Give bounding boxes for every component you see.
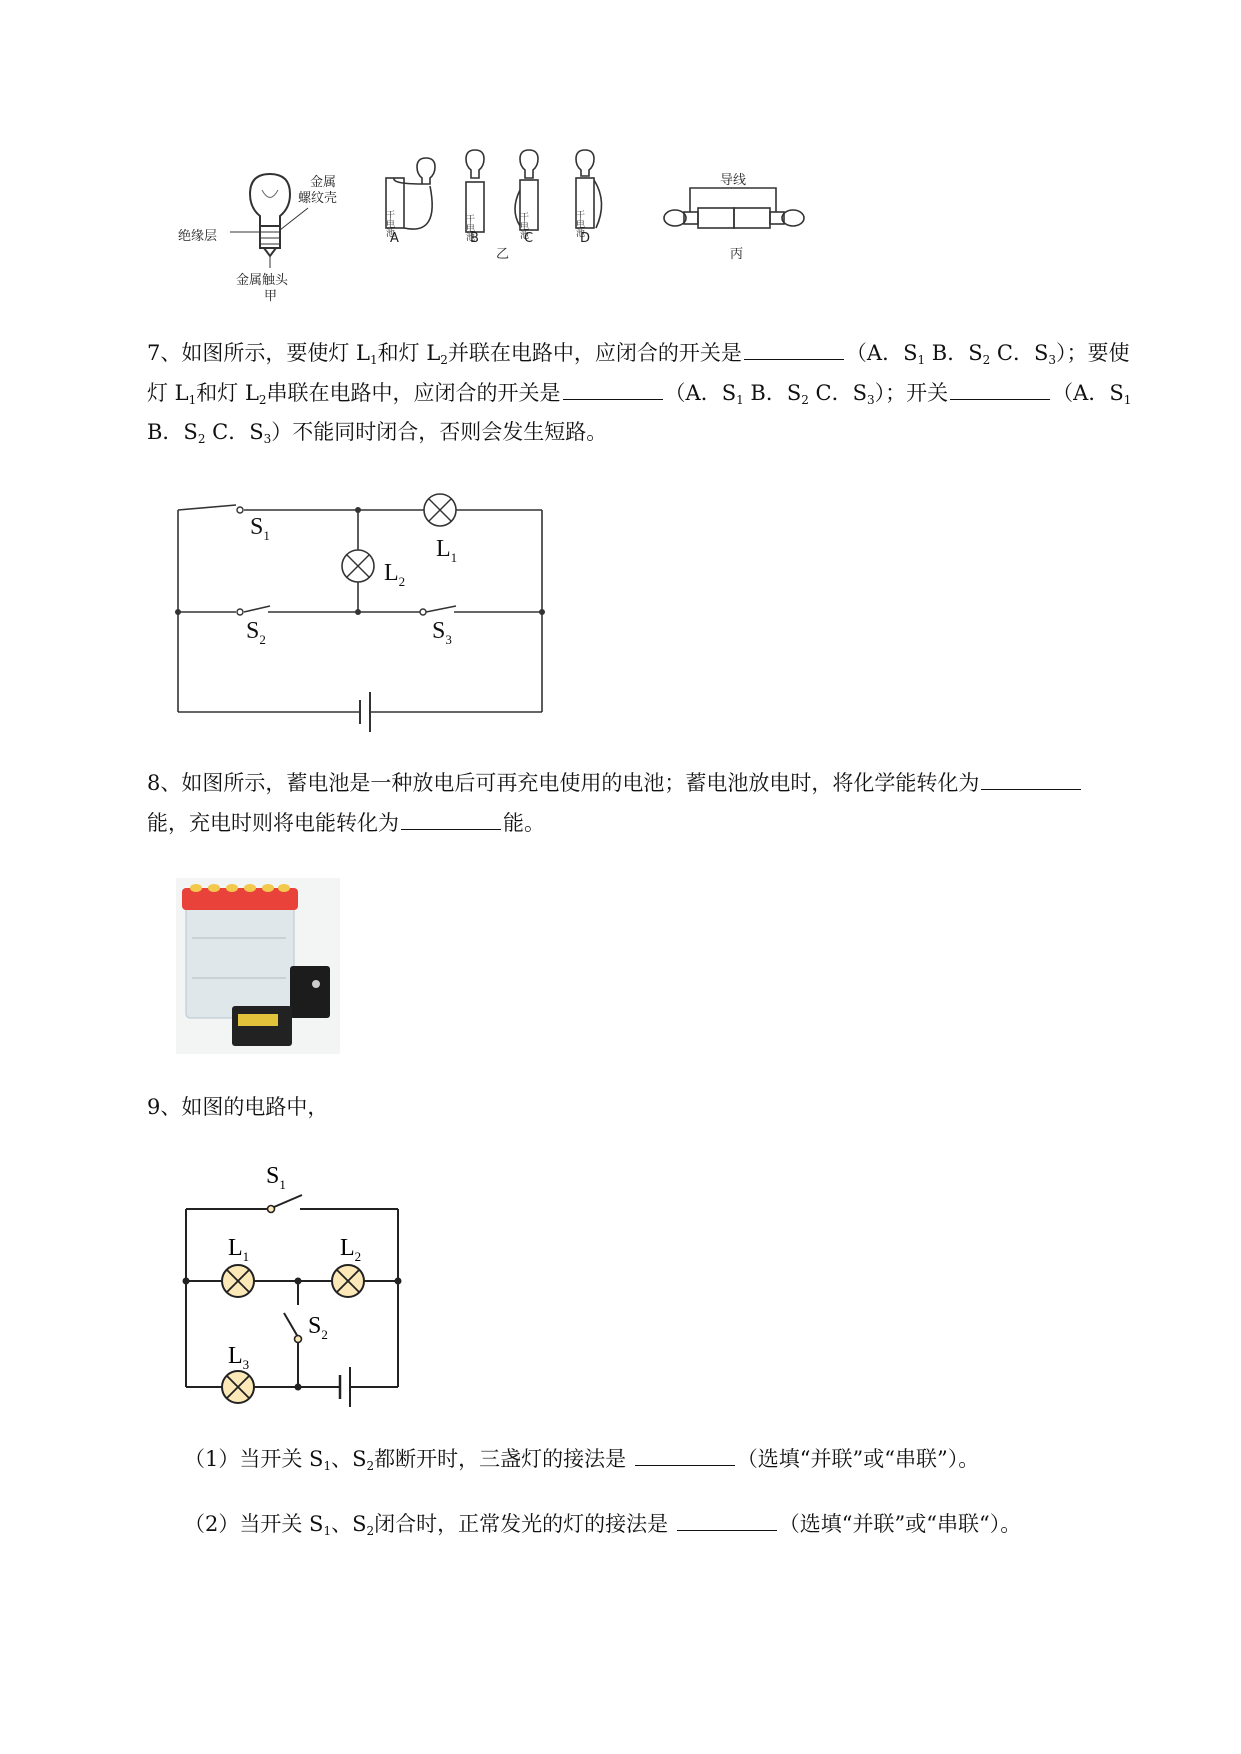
circuit-diagram-q9 [170,1155,410,1405]
q9-blank-2[interactable] [677,1508,777,1531]
label-l1: $L_1$ [436,536,458,565]
q9-text: 、S [331,1512,367,1536]
q7-sub: 1 [917,353,926,367]
q8-text: 能，充电时则将电能转化为 [147,811,399,835]
q7-text: ）不能同时闭合，否则会发生短路。 [271,420,608,444]
q7-sub: 2 [197,432,206,446]
q9-text: （2）当开关 S [184,1512,324,1536]
option-b: B [470,231,479,246]
caption-yi: 乙 [496,247,510,262]
metal-contact-label: 金属触头 [236,273,289,288]
switch-s2-contact [295,1336,302,1343]
q7-sub: 1 [188,393,197,407]
q7-sub: 3 [263,432,272,446]
label-l1: $L_1$ [228,1235,250,1264]
option-c: C [524,231,534,246]
battery-text-b: 干电池 [464,214,474,241]
q8-line-2 [147,807,545,838]
q7-text: ）；要使 [1056,341,1130,365]
switch-s1-contact [237,507,243,513]
q8-blank-2[interactable] [401,807,501,830]
junction-dot [183,1278,190,1285]
q9-text: （选填“并联”或“串联”）。 [736,1447,980,1471]
q9-part-1 [184,1443,979,1481]
q7-text: ）；开关 [874,381,949,405]
q7-sub: 2 [258,393,267,407]
caption-bing: 丙 [730,247,744,262]
wire-label: 导线 [720,173,747,188]
label-l2: $L_2$ [340,1235,362,1264]
junction-dot [355,507,361,513]
label-s2: $S_2$ [246,618,266,647]
switch-s1-contact [268,1206,275,1213]
q7-text: （A．S [845,341,918,365]
battery-text-c: 干电池 [518,212,528,239]
label-s1: $S_1$ [266,1163,286,1192]
q7-line-2 [147,377,1131,415]
q7-blank-3[interactable] [950,377,1050,400]
q9-text: （选填“并联”或“串联“）。 [778,1512,1022,1536]
q7-sub: 3 [1048,353,1057,367]
bulb-battery-bing [664,188,804,228]
option-a: A [390,231,399,246]
q7-text: B．S [925,341,983,365]
q7-number: 7、 [147,341,182,365]
q7-text: 和灯 L [196,381,259,405]
q8-line-1 [147,767,1083,798]
switch-s3-contact [420,609,426,615]
q7-text: C．S [205,420,264,444]
lamp-l1 [424,494,456,526]
q7-text: B．S [743,381,802,405]
q7-sub: 2 [982,353,991,367]
q7-text: 串联在电路中，应闭合的开关是 [266,381,561,405]
battery-setups [386,150,602,232]
junction-dot [295,1278,302,1285]
junction-dot [539,609,545,615]
lamp-l3 [222,1371,254,1403]
q7-sub: 1 [736,393,744,407]
q7-sub: 2 [801,393,809,407]
bulb-jia [230,174,308,268]
bulb-figure [170,150,910,304]
q7-text: C．S [990,341,1049,365]
q7-text: （A．S [1052,381,1124,405]
q9-sub: 1 [323,1459,332,1473]
option-d: D [580,231,591,246]
insulation-label: 绝缘层 [178,229,218,244]
q8-blank-1[interactable] [981,767,1081,790]
q7-blank-1[interactable] [744,337,844,360]
circuit-diagram-q7 [170,490,550,730]
battery-text-d: 干电池 [574,210,584,237]
q7-sub: 1 [1123,393,1132,407]
label-s1: $S_1$ [250,514,270,543]
q7-sub: 2 [440,353,448,367]
q7-sub: 1 [370,353,378,367]
q7-text: 和灯 L [377,341,441,365]
q9-sub: 1 [323,1524,332,1538]
metal-shell-label-1: 金属 [310,175,337,190]
q7-text: 灯 L [147,381,189,405]
q9-intro: 9、如图的电路中， [147,1095,329,1119]
metal-shell-label-2: 螺纹壳 [298,191,338,206]
q9-sub: 2 [366,1459,375,1473]
q8-text: 8、如图所示，蓄电池是一种放电后可再充电使用的电池；蓄电池放电时，将化学能转化为 [147,771,980,795]
label-s3: $S_3$ [432,618,452,647]
q9-text: 、S [331,1447,367,1471]
q7-line-1 [147,337,1130,375]
q9-text: （1）当开关 S [184,1447,324,1471]
q7-line-3 [147,417,607,454]
battery-photo [176,878,340,1054]
caption-jia: 甲 [264,289,278,304]
lamp-l1 [222,1265,254,1297]
junction-dot [295,1384,302,1391]
q7-blank-2[interactable] [563,377,663,400]
q7-text: 并联在电路中，应闭合的开关是 [447,341,742,365]
junction-dot [175,609,181,615]
q7-text: B．S [147,420,198,444]
q7-text: C．S [808,381,868,405]
q7-text: （A．S [664,381,737,405]
junction-dot [355,609,361,615]
lamp-l2 [342,550,374,582]
q9-text: 闭合时，正常发光的灯的接法是 [374,1512,675,1536]
label-l2: $L_2$ [384,560,406,589]
q9-blank-1[interactable] [635,1443,735,1466]
q9-text: 都断开时，三盏灯的接法是 [374,1447,633,1471]
q8-text: 能。 [503,811,545,835]
q9-sub: 2 [366,1524,375,1538]
label-s2: $S_2$ [308,1313,328,1342]
junction-dot [395,1278,402,1285]
battery-text-a: 干电池 [384,210,394,237]
lamp-l2 [332,1265,364,1297]
q7-text: 如图所示，要使灯 L [181,341,370,365]
q9-part-2 [184,1508,1021,1546]
label-l3: $L_3$ [228,1343,250,1372]
q7-sub: 3 [867,393,875,407]
switch-s2-contact [237,609,243,615]
